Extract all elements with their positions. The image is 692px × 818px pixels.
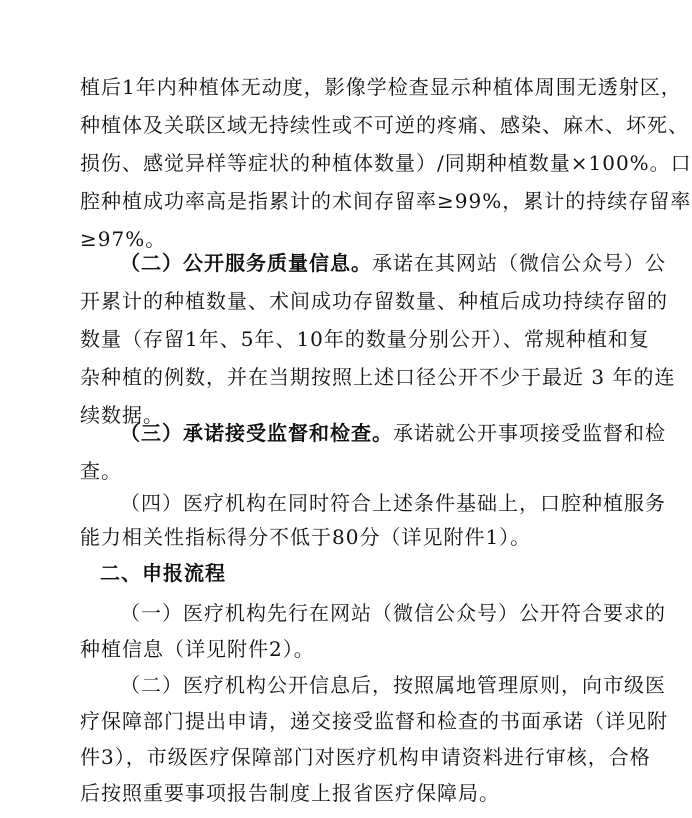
section-heading: （二）公开服务质量信息。 — [120, 251, 372, 275]
text-run: 承诺在其网站（微信公众号）公 — [372, 251, 666, 275]
section-paragraph-line — [120, 244, 666, 282]
text-line: 续数据。 — [80, 403, 164, 427]
text-run: 承诺就公开事项接受监督和检 — [393, 421, 666, 445]
text-line: 开累计的种植数量、术间成功存留数量、种植后成功持续存留的 — [80, 289, 668, 313]
text-line: 后按照重要事项报告制度上报省医疗保障局。 — [80, 781, 500, 805]
text-line: 种植体及关联区域无持续性或不可逆的疼痛、感染、麻木、坏死、 — [80, 113, 689, 137]
text-line: 种植信息（详见附件2）。 — [80, 637, 315, 661]
part-heading: 二、申报流程 — [100, 561, 226, 585]
text-line: ≥97%。 — [80, 227, 167, 251]
text-line: 件3），市级医疗保障部门对医疗机构申请资料进行审核，合格 — [80, 745, 651, 769]
text-line: 能力相关性指标得分不低于80分（详见附件1）。 — [80, 525, 532, 549]
text-line: 植后1年内种植体无动度，影像学检查显示种植体周围无透射区， — [80, 75, 682, 99]
text-line: （二）医疗机构公开信息后，按照属地管理原则，向市级医 — [120, 673, 666, 697]
text-line: 损伤、感觉异样等症状的种植体数量）/同期种植数量×100%。口 — [80, 151, 692, 175]
text-line: （四）医疗机构在同时符合上述条件基础上，口腔种植服务 — [120, 491, 666, 515]
text-line: （一）医疗机构先行在网站（微信公众号）公开符合要求的 — [120, 601, 666, 625]
text-line: 腔种植成功率高是指累计的术间存留率≥99%，累计的持续存留率 — [80, 189, 692, 213]
section-heading: （三）承诺接受监督和检查。 — [120, 421, 393, 445]
text-line: 查。 — [80, 459, 122, 483]
text-line: 疗保障部门提出申请，递交接受监督和检查的书面承诺（详见附 — [80, 709, 668, 733]
section-paragraph-line — [120, 414, 666, 452]
text-line: 数量（存留1年、5年、10年的数量分别公开）、常规种植和复 — [80, 327, 650, 351]
text-line: 杂种植的例数，并在当期按照上述口径公开不少于最近 3 年的连 — [80, 365, 676, 389]
